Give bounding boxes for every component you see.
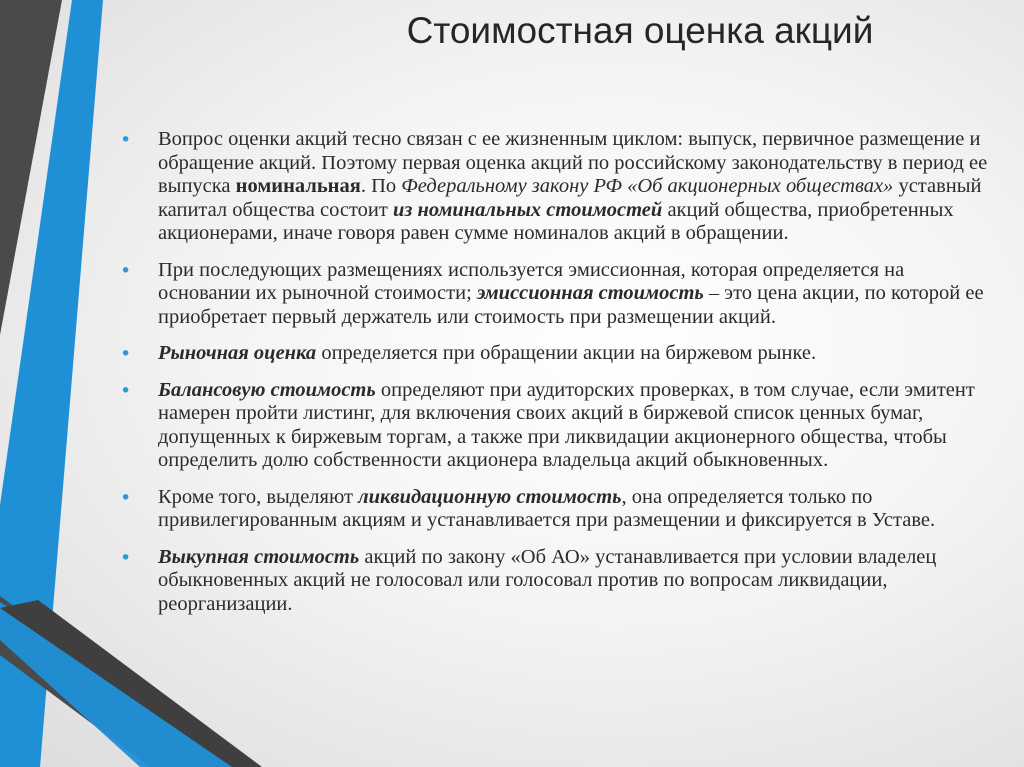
bullet-text: При последующих размещениях используется эмиссионная, которая определяется на основании их рыночной стоимости; (158, 258, 905, 304)
slide-title: Стоимостная оценка акций (406, 10, 874, 51)
bullet-text: – это цена акции, по которой ее приобретает первый держатель или стоимость при размещении акций. (158, 282, 984, 328)
bullet-item-balance (120, 379, 1000, 473)
bullet-law-reference: Федеральному закону РФ «Об акционерных обществах» (401, 175, 894, 197)
bullet-text: . По (360, 175, 402, 197)
bullet-item-liquidation (120, 486, 1000, 533)
bullet-item-emission (120, 259, 1000, 330)
bullet-term: из номинальных стоимостей (392, 198, 663, 221)
bullet-item-buyback (120, 546, 1000, 617)
bullet-dot-icon: • (120, 259, 132, 282)
bullet-term: Рыночная оценка (158, 342, 317, 364)
bullet-term: Выкупная стоимость (158, 545, 360, 568)
bullet-text: Вопрос оценки акций тесно связан с ее жизненным циклом: выпуск, первичное размещение и обращение акций. Поэтому первая оценка акций по российскому законодательству в период ее выпуска (158, 128, 988, 197)
bullet-term: Балансовую стоимость (158, 378, 376, 401)
bullet-text: Кроме того, выделяют (158, 485, 359, 508)
bullet-item-market (120, 342, 1000, 366)
bullet-dot-icon: • (120, 546, 132, 569)
bullet-dot-icon: • (120, 379, 132, 402)
bullet-item-nominal (120, 128, 1000, 246)
bullet-text: определяется при обращении акции на биржевом рынке. (316, 342, 817, 364)
bullet-text: определяют при аудиторских проверках, в том случае, если эмитент намерен пройти листинг, для включения своих акций в биржевой список ценных бумаг, допущенных к биржевым торгам, а также при ликвидации акционерного общества, чтобы определить долю собственности акционера владельца акций обыкновенных. (158, 378, 975, 471)
bullet-dot-icon: • (120, 129, 132, 151)
bullet-dot-icon: • (120, 343, 132, 365)
bullet-term: ликвидационную стоимость (358, 485, 622, 508)
bullet-list (120, 128, 1000, 629)
bullet-term: эмиссионная стоимость (476, 282, 704, 304)
bullet-text: акций по закону «Об АО» устанавливается при условии владелец обыкновенных акций не голосовал или голосовал против по вопросам ликвидации, реорганизации. (158, 545, 937, 615)
bullet-text: акций общества, приобретенных акционерами, иначе говоря равен сумме номиналов акций в обращении. (158, 198, 954, 244)
bullet-term: номинальная (235, 175, 361, 197)
bullet-dot-icon: • (120, 486, 132, 509)
bullet-text: , она определяется только по привилегированным акциям и устанавливается при размещении и фиксируется в Уставе. (158, 485, 936, 531)
bullet-text: уставный капитал общества состоит (158, 175, 982, 221)
